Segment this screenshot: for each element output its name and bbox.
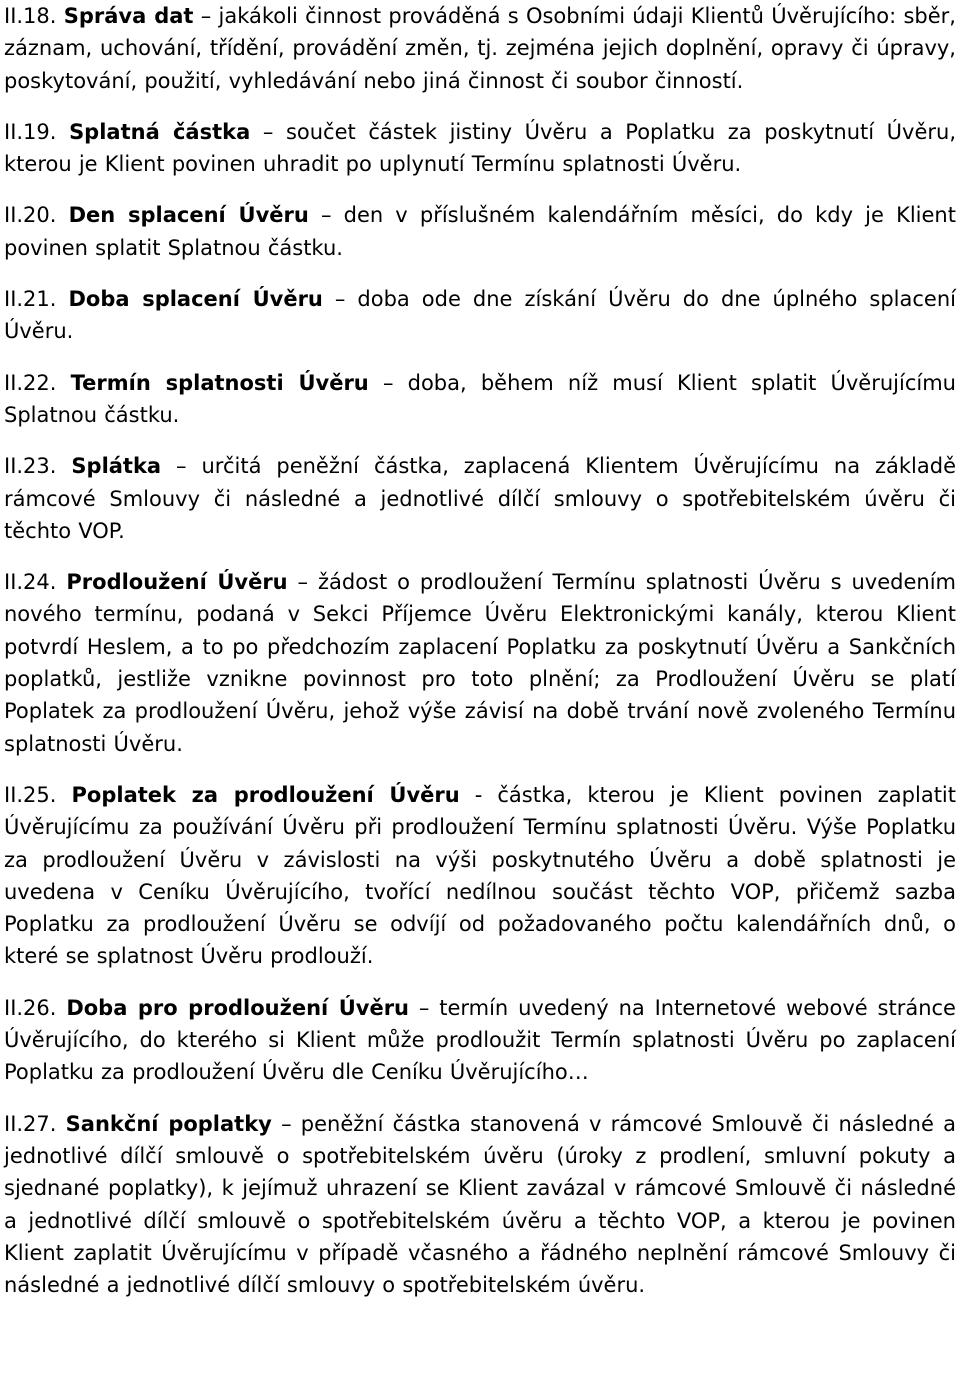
clause-ii-23 [4,450,956,547]
clause-text: určitá peněžní částka, zaplacená Klientem Úvěrujícímu na základě rámcové Smlouvy či následné a jednotlivé dílčí smlouvy o spotřebitelském úvěru či těchto VOP. [4,454,956,543]
clause-separator: – [297,570,309,595]
clause-number: II.19. [4,119,57,144]
clause-number: II.22. [4,370,57,395]
clause-text: žádost o prodloužení Termínu splatnosti Úvěru s uvedením nového termínu, podaná v Sekci Příjemce Úvěru Elektronickými kanály, kterou Klient potvrdí Heslem, a to po předchozím zaplacení Poplatku za poskytnutí Úvěru a Sankčních poplatků, jestliže vznikne povinnost pro toto plnění; za Prodloužení Úvěru se platí Poplatek za prodloužení Úvěru, jehož výše závisí na době trvání nově zvoleného Termínu splatnosti Úvěru. [4,570,957,756]
clause-ii-24 [4,566,956,760]
clause-separator: – [262,119,274,144]
clause-number: II.21. [4,287,57,312]
clause-term: Poplatek za prodloužení Úvěru [71,782,460,807]
clause-ii-21 [4,283,956,348]
clause-term: Doba splacení Úvěru [68,287,323,312]
clause-number: II.18. [4,4,57,28]
clause-separator: – [418,995,430,1020]
clause-term: Prodloužení Úvěru [66,570,288,595]
clause-separator: – [334,287,346,312]
clause-text: součet částek jistiny Úvěru a Poplatku za poskytnutí Úvěru, kterou je Klient povinen uhradit po uplynutí Termínu splatnosti Úvěru. [4,119,956,177]
clause-ii-26 [4,992,956,1089]
clause-term: Splátka [71,454,162,479]
clause-text: částka, kterou je Klient povinen zaplatit Úvěrujícímu za používání Úvěru při prodloužení Termínu splatnosti Úvěru. Výše Poplatku za prodloužení Úvěru v závislosti na výši poskytnutého Úvěru a době splatnosti je uvedena v Ceníku Úvěrujícího, tvořící nedílnou součást těchto VOP, přičemž sazba Poplatku za prodloužení Úvěru se odvíjí od požadovaného počtu kalendářních dnů, o které se splatnost Úvěru prodlouží. [4,782,956,969]
clause-term: Doba pro prodloužení Úvěru [66,995,409,1020]
clause-term: Den splacení Úvěru [68,203,309,228]
clause-term: Splatná částka [69,119,251,144]
clause-separator: – [281,1111,292,1136]
clause-text: peněžní částka stanovená v rámcové Smlouvě či následné a jednotlivé dílčí smlouvě o spotřebitelském úvěru (úroky z prodlení, smluvní pokuty a sjednané poplatky), k jejímuž uhrazení se Klient zavázal v rámcové Smlouvě či následné a jednotlivé dílčí smlouvě o spotřebitelském úvěru a těchto VOP, a kterou je povinen Klient zaplatit Úvěrujícímu v případě včasného a řádného neplnění rámcové Smlouvy či následné a jednotlivé dílčí smlouvy o spotřebitelském úvěru. [4,1111,956,1298]
clause-term: Termín splatnosti Úvěru [70,370,369,395]
clause-number: II.26. [4,995,57,1020]
clause-separator: – [200,4,212,28]
clause-ii-27 [4,1108,956,1302]
clause-separator: – [382,370,394,395]
clause-number: II.27. [4,1111,57,1136]
clause-ii-19 [4,116,956,181]
clause-term: Sankční poplatky [65,1111,272,1136]
clause-text: jakákoli činnost prováděná s Osobními údaji Klientů Úvěrujícího: sběr, záznam, uchování, třídění, provádění změn, tj. zejména jejich doplnění, opravy či úpravy, poskytování, použití, vyhledávání nebo jiná činnost či soubor činností. [4,4,956,93]
clause-ii-22 [4,367,956,432]
clause-term: Správa dat [63,4,194,28]
clause-number: II.23. [4,454,57,479]
clause-number: II.24. [4,570,57,595]
clause-ii-25 [4,779,956,973]
clause-ii-20 [4,199,956,264]
clause-text: termín uvedený na Internetové webové stránce Úvěrujícího, do kterého si Klient může prodloužit Termín splatnosti Úvěru po zaplacení Poplatku za prodloužení Úvěru dle Ceníku Úvěrujícího… [4,995,956,1085]
clause-separator: – [320,203,332,228]
clause-number: II.20. [4,203,57,228]
clause-number: II.25. [4,782,57,807]
clause-text: doba ode dne získání Úvěru do dne úplného splacení Úvěru. [4,287,956,344]
clause-text: doba, během níž musí Klient splatit Úvěrujícímu Splatnou částku. [4,370,956,427]
clause-text: den v příslušném kalendářním měsíci, do kdy je Klient povinen splatit Splatnou částku. [4,203,956,260]
clause-separator: – [176,454,187,479]
clause-ii-18 [4,0,956,97]
clause-separator: - [474,782,483,807]
